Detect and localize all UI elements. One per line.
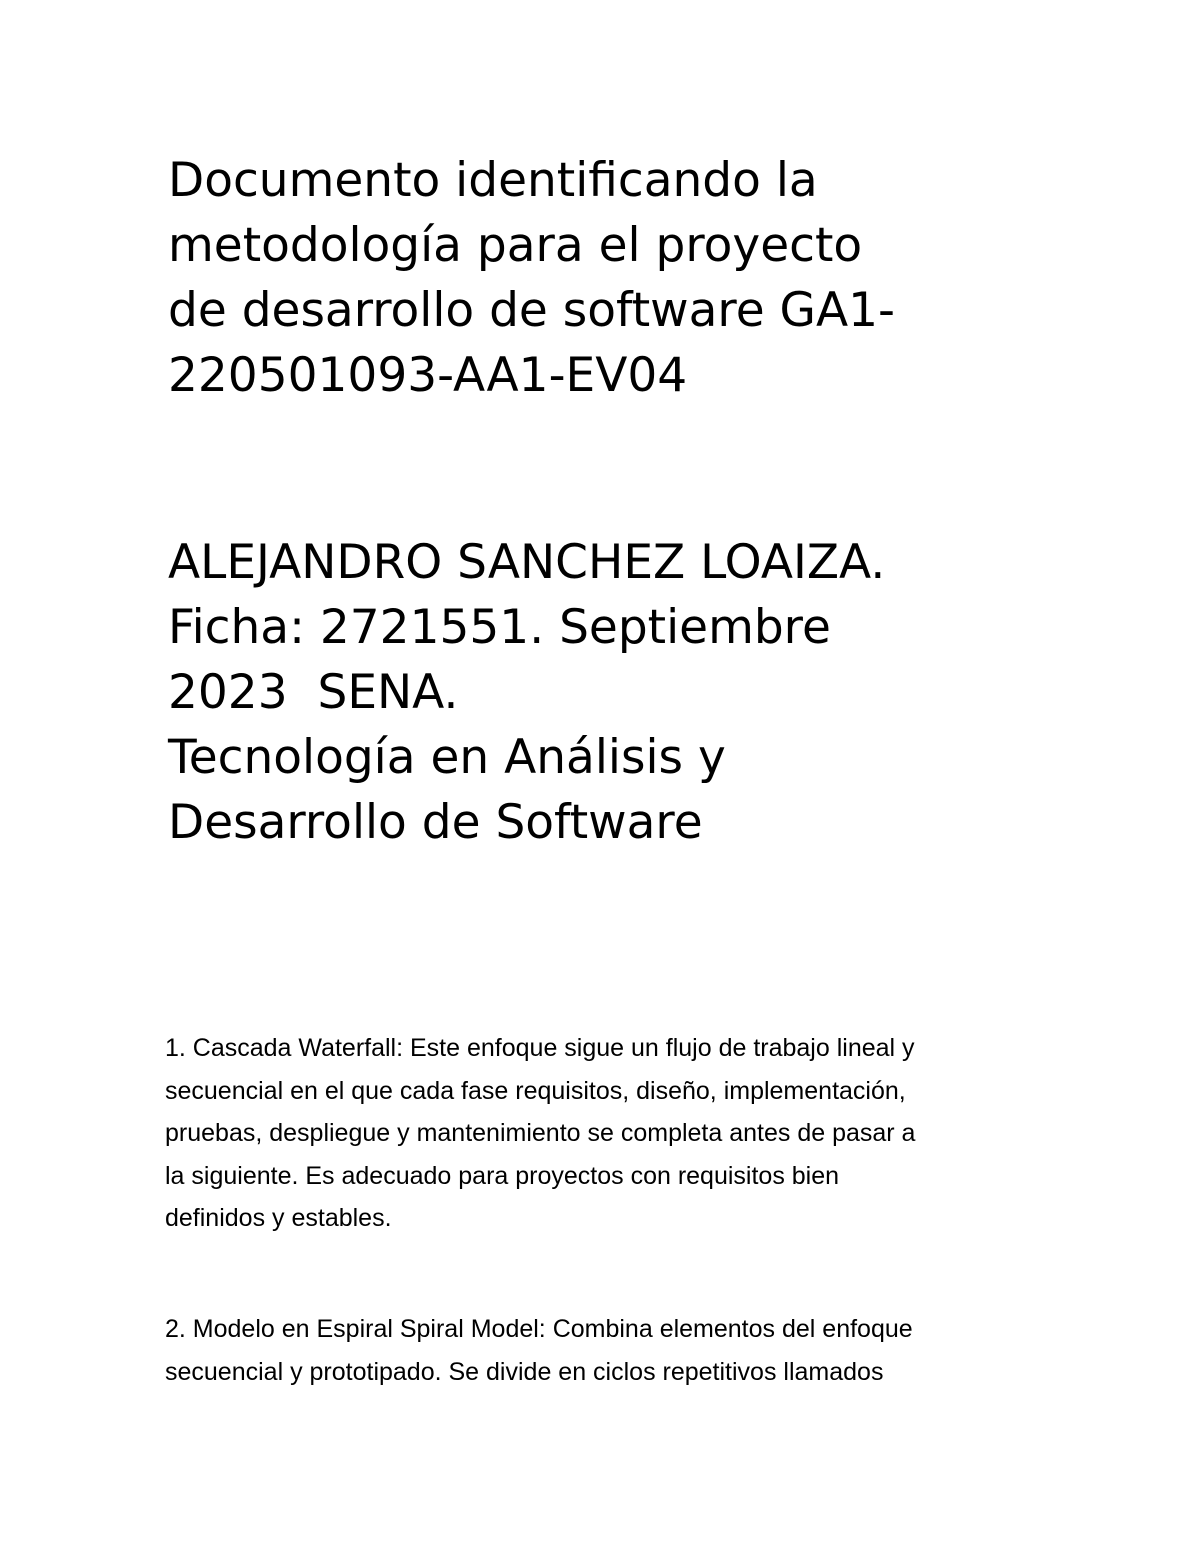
- paragraph-line: definidos y estables.: [165, 1204, 392, 1232]
- paragraph-line: 2. Modelo en Espiral Spiral Model: Combina elementos del enfoque: [165, 1315, 913, 1343]
- author-year-institution: 2023 SENA.: [168, 665, 459, 720]
- author-ficha-date: Ficha: 2721551. Septiembre: [168, 600, 831, 655]
- paragraph-line: secuencial en el que cada fase requisitos, diseño, implementación,: [165, 1076, 906, 1105]
- title-line: 220501093-AA1-EV04: [168, 348, 688, 403]
- paragraph-line: 1. Cascada Waterfall: Este enfoque sigue un flujo de trabajo lineal y: [165, 1034, 915, 1062]
- title-line: Documento identificando la: [168, 153, 818, 208]
- document-title: [168, 148, 1128, 408]
- program-name: Desarrollo de Software: [168, 795, 703, 850]
- author-info: [168, 530, 1128, 855]
- paragraph-line: la siguiente. Es adecuado para proyectos con requisitos bien: [165, 1161, 840, 1190]
- program-name: Tecnología en Análisis y: [168, 730, 726, 785]
- title-line: de desarrollo de software GA1-: [168, 283, 895, 338]
- author-name: ALEJANDRO SANCHEZ LOAIZA.: [168, 535, 886, 590]
- title-line: metodología para el proyecto: [168, 218, 863, 273]
- paragraph-line: secuencial y prototipado. Se divide en ciclos repetitivos llamados: [165, 1357, 884, 1386]
- paragraph-line: pruebas, despliegue y mantenimiento se completa antes de pasar a: [165, 1119, 916, 1147]
- paragraph-spiral: [165, 1308, 1065, 1393]
- paragraph-waterfall: [165, 1027, 1065, 1240]
